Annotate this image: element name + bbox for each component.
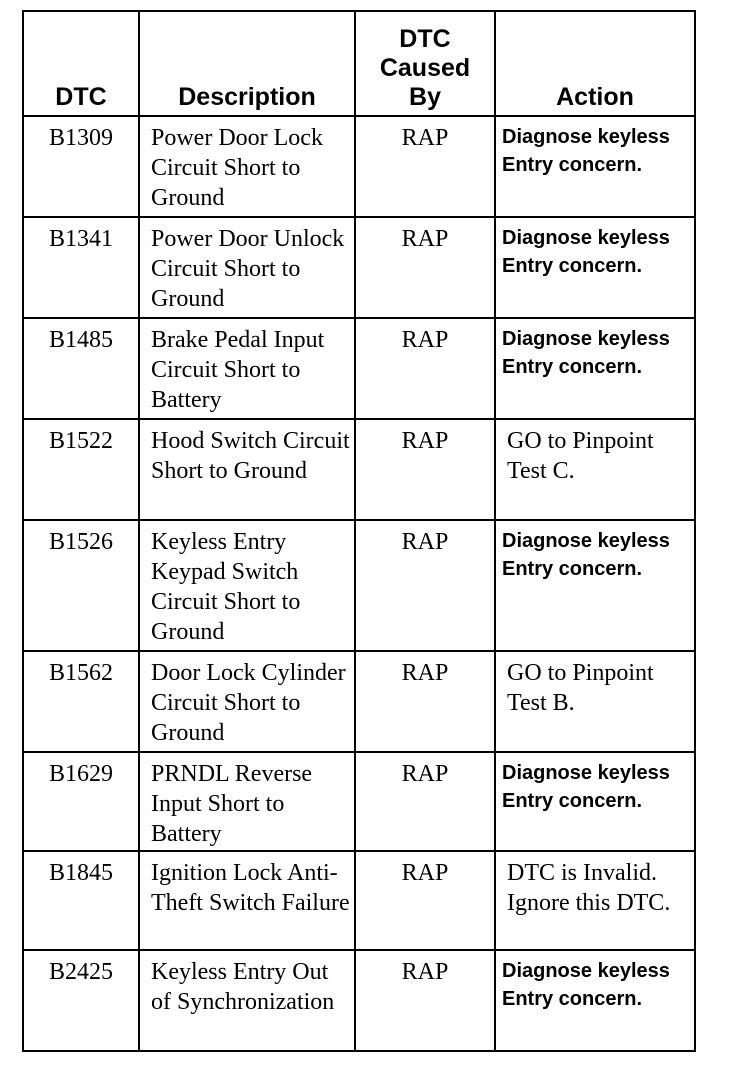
action-cell [495,752,695,851]
action-text: Diagnose keyless Entry concern. [502,328,670,378]
description-cell: PRNDL Reverse Input Short to Battery [139,752,355,851]
header-description: Description [139,11,355,116]
action-text: Diagnose keyless Entry concern. [502,227,670,277]
description-cell: Brake Pedal Input Circuit Short to Battery [139,318,355,419]
dtc-code-cell: B1522 [23,419,139,520]
action-cell [495,851,695,950]
dtc-code-cell: B1526 [23,520,139,651]
header-action: Action [495,11,695,116]
table-body [23,116,695,1051]
header-dtc: DTC [23,11,139,116]
caused-by-cell: RAP [355,950,495,1051]
dtc-code-cell: B1485 [23,318,139,419]
action-cell [495,318,695,419]
action-text: Diagnose keyless Entry concern. [502,126,670,176]
caused-by-cell: RAP [355,651,495,752]
description-cell: Door Lock Cylinder Circuit Short to Ground [139,651,355,752]
description-cell: Power Door Lock Circuit Short to Ground [139,116,355,217]
action-text: GO to Pinpoint Test C. [507,428,654,484]
table-row [23,851,695,950]
caused-by-cell: RAP [355,217,495,318]
description-cell: Hood Switch Circuit Short to Ground [139,419,355,520]
header-caused-by-line1: DTC [399,25,451,53]
action-cell [495,950,695,1051]
header-caused-by-line3: By [409,83,441,111]
dtc-table [22,10,696,1052]
action-text: Diagnose keyless Entry concern. [502,762,670,812]
action-cell [495,419,695,520]
action-cell [495,217,695,318]
action-cell [495,651,695,752]
table-row [23,116,695,217]
table-row [23,950,695,1051]
description-cell: Power Door Unlock Circuit Short to Ground [139,217,355,318]
header-caused-by [355,11,495,116]
table-header [23,11,695,116]
dtc-code-cell: B1309 [23,116,139,217]
header-row [23,11,695,116]
action-cell [495,116,695,217]
dtc-code-cell: B1562 [23,651,139,752]
table-row [23,419,695,520]
caused-by-cell: RAP [355,116,495,217]
table-row [23,318,695,419]
caused-by-cell: RAP [355,520,495,651]
caused-by-cell: RAP [355,752,495,851]
caused-by-cell: RAP [355,318,495,419]
description-cell: Ignition Lock Anti-Theft Switch Failure [139,851,355,950]
description-cell: Keyless Entry Keypad Switch Circuit Short to Ground [139,520,355,651]
dtc-code-cell: B1629 [23,752,139,851]
dtc-code-cell: B1845 [23,851,139,950]
caused-by-cell: RAP [355,419,495,520]
dtc-code-cell: B1341 [23,217,139,318]
table-row [23,217,695,318]
action-text: GO to Pinpoint Test B. [507,660,654,716]
description-cell: Keyless Entry Out of Synchronization [139,950,355,1051]
action-text: Diagnose keyless Entry concern. [502,960,670,1010]
action-text: DTC is Invalid. Ignore this DTC. [507,860,671,916]
caused-by-cell: RAP [355,851,495,950]
table-row [23,651,695,752]
dtc-code-cell: B2425 [23,950,139,1051]
table-row [23,520,695,651]
action-cell [495,520,695,651]
action-text: Diagnose keyless Entry concern. [502,530,670,580]
table-row [23,752,695,851]
header-caused-by-line2: Caused [379,54,471,82]
